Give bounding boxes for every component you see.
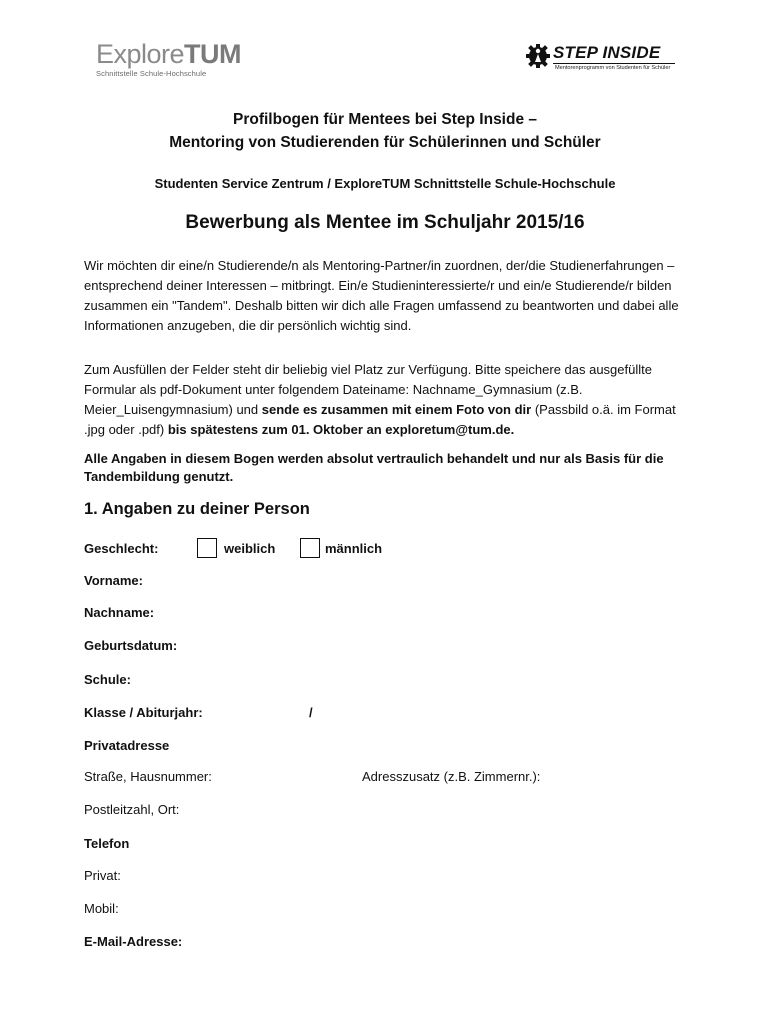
intro-p2-text-c: (Passbild o.ä. im Format .jpg oder .pdf) xyxy=(84,402,676,437)
phone-mobile-label: Mobil: xyxy=(84,901,119,916)
email-label: E-Mail-Adresse: xyxy=(84,934,183,949)
application-heading: Bewerbung als Mentee im Schuljahr 2015/16 xyxy=(185,212,585,233)
logo-word-explore: Explore xyxy=(96,39,185,69)
street-label: Straße, Hausnummer: xyxy=(84,769,212,784)
phone-heading: Telefon xyxy=(84,836,130,851)
school-label: Schule: xyxy=(84,672,131,687)
stepinside-logo xyxy=(526,40,678,74)
exploretum-logo xyxy=(96,40,266,80)
logo-word-tum: TUM xyxy=(184,39,242,69)
gender-female-label: weiblich xyxy=(224,541,276,556)
exploretum-logo-word xyxy=(96,40,266,68)
phone-private-label: Privat: xyxy=(84,868,121,883)
intro-p2-bold-d: bis spätestens zum 01. Oktober an exploretum@tum.de. xyxy=(167,422,515,437)
document-title-line2: Mentoring von Studierenden für Schülerinnen und Schüler xyxy=(169,134,601,151)
private-address-heading: Privatadresse xyxy=(84,738,170,753)
stepinside-logo-text: STEP INSIDE xyxy=(553,43,661,62)
birthdate-label: Geburtsdatum: xyxy=(84,638,178,653)
intro-p2-text-a: Zum Ausfüllen der Felder steht dir beliebig viel Platz zur Verfügung. Bitte speichere das ausgefüllte Formular als pdf-Dokument unter folgendem Dateiname: Nachname_Gymnasium (z.B. Meier_Luisengymnasium) und xyxy=(84,362,652,417)
gender-male-label: männlich xyxy=(325,541,383,556)
stepinside-logo-tagline: Mentorenprogramm von Studenten für Schüler xyxy=(555,65,671,71)
exploretum-logo-subtitle: Schnittstelle Schule-Hochschule xyxy=(96,69,207,78)
confidentiality-note: Alle Angaben in diesem Bogen werden absolut vertraulich behandelt und nur als Basis für die Tandembildung genutzt. xyxy=(84,451,664,484)
section-1-heading: 1. Angaben zu deiner Person xyxy=(84,500,310,518)
stepinside-gear-icon xyxy=(526,40,552,70)
firstname-label: Vorname: xyxy=(84,573,143,588)
gender-male-checkbox[interactable] xyxy=(300,538,320,558)
gender-label: Geschlecht: xyxy=(84,541,159,556)
class-year-label: Klasse / Abiturjahr: xyxy=(84,705,203,720)
document-title-line1: Profilbogen für Mentees bei Step Inside – xyxy=(232,111,538,128)
zip-city-label: Postleitzahl, Ort: xyxy=(84,802,180,817)
intro-p2-bold-b: sende es zusammen mit einem Foto von dir xyxy=(261,402,532,417)
intro-paragraph-2 xyxy=(84,360,694,440)
lastname-label: Nachname: xyxy=(84,605,155,620)
class-year-separator: / xyxy=(309,705,313,720)
gender-female-checkbox[interactable] xyxy=(197,538,217,558)
stepinside-logo-underline xyxy=(553,63,675,64)
intro-paragraph-1: Wir möchten dir eine/n Studierende/n als Mentoring-Partner/in zuordnen, der/die Studienerfahrungen – entsprechend deiner Interessen – mitbringt. Ein/e Studieninteressierte/r und ein/e Studierende/r bilden zusammen ein "Tandem". Deshalb bitten wir dich alle Fragen umfassend zu beantworten und dabei alle Informationen anzugeben, die dir persönlich wichtig sind. xyxy=(84,258,679,333)
address-extra-label: Adresszusatz (z.B. Zimmernr.): xyxy=(362,769,541,784)
document-subtitle: Studenten Service Zentrum / ExploreTUM Schnittstelle Schule-Hochschule xyxy=(154,176,616,191)
